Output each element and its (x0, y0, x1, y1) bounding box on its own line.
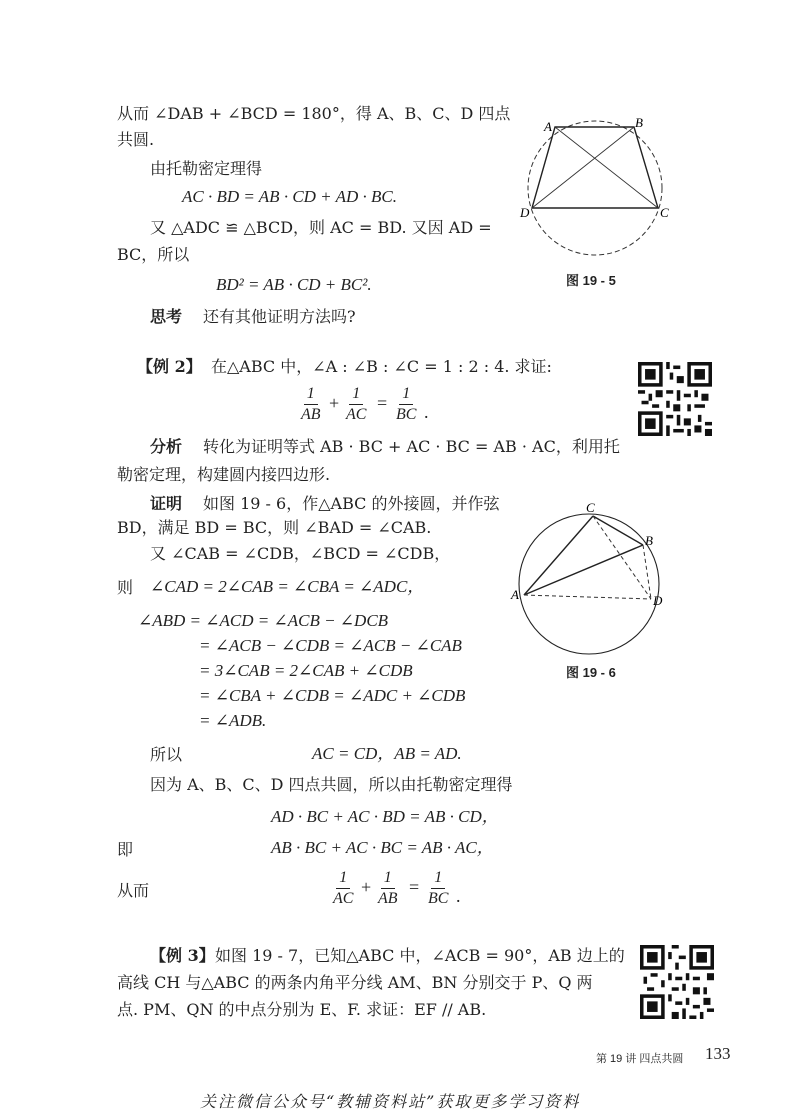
numerator: 1 (349, 385, 363, 405)
text-line: 由托勒密定理得 (150, 159, 263, 178)
text-line: BD，满足 BD = BC，则 ∠BAD = ∠CAB. (117, 518, 432, 537)
denominator: AB (378, 890, 398, 907)
think-label: 思考 (150, 307, 183, 326)
watermark: 关注微信公众号“教辅资料站”获取更多学习资料 (200, 1092, 581, 1111)
label-A: A (544, 119, 552, 134)
equation: AC = CD，AB = AD. (312, 744, 462, 763)
qr-code-icon (638, 362, 712, 436)
label-C: C (660, 205, 669, 220)
fraction (298, 385, 324, 424)
equation-chain-line: ∠ABD = ∠ACD = ∠ACB − ∠DCB (138, 611, 389, 630)
figure-19-5 (510, 110, 680, 270)
text-line: 转化为证明等式 AB · BC + AC · BC = AB · AC，利用托 (203, 437, 620, 456)
numerator: 1 (336, 869, 350, 889)
example-label: 【例 2】 (137, 357, 202, 376)
denominator: AC (346, 406, 367, 423)
fraction (343, 385, 369, 424)
plus-sign: + (361, 877, 372, 897)
period: . (456, 886, 461, 906)
page-number: 133 (705, 1044, 731, 1063)
text-line: 高线 CH 与△ABC 的两条内角平分线 AM、BN 分别交于 P、Q 两 (117, 973, 593, 992)
figure-caption: 图 19 - 5 (566, 273, 616, 288)
denominator: AC (333, 890, 354, 907)
equation: ∠CAD = 2∠CAB = ∠CBA = ∠ADC， (150, 577, 425, 596)
text-line: 又 △ADC ≌ △BCD，则 AC = BD. 又因 AD = (150, 218, 492, 237)
fraction (330, 869, 356, 908)
figure-19-6 (505, 495, 675, 655)
numerator: 1 (399, 385, 413, 405)
equation-chain-line: = 3∠CAB = 2∠CAB + ∠CDB (199, 661, 413, 680)
numerator: 1 (431, 869, 445, 889)
label-B: B (645, 533, 653, 548)
fraction (393, 385, 419, 424)
equals-sign: = (409, 877, 420, 897)
example-label: 【例 3】 (150, 946, 215, 965)
text-line: 则 (117, 578, 134, 597)
text-line: 所以 (150, 745, 183, 764)
fraction (375, 869, 401, 908)
analysis-label: 分析 (150, 437, 183, 456)
chapter-title: 第 19 讲 四点共圆 (596, 1053, 684, 1065)
text-line: BC，所以 (117, 245, 190, 264)
proof-label: 证明 (150, 494, 183, 513)
label-D: D (653, 593, 663, 608)
text-line: 如图 19 - 6，作△ABC 的外接圆，并作弦 (203, 494, 500, 513)
text-line: 因为 A、B、C、D 四点共圆，所以由托勒密定理得 (150, 775, 513, 794)
equation: AB · BC + AC · BC = AB · AC， (271, 838, 494, 857)
equation-chain-line: = ∠ACB − ∠CDB = ∠ACB − ∠CAB (199, 636, 462, 655)
label-C: C (586, 500, 595, 515)
text-line: 如图 19 - 7，已知△ABC 中，∠ACB = 90°，AB 边上的 (215, 946, 625, 965)
text-line: 从而 (117, 881, 150, 900)
equation-chain-line: = ∠ADB. (199, 711, 267, 730)
period: . (424, 402, 429, 422)
label-B: B (635, 115, 643, 130)
plus-sign: + (329, 393, 340, 413)
label-D: D (520, 205, 530, 220)
figure-caption: 图 19 - 6 (566, 665, 616, 680)
text-line: 勒密定理，构建圆内接四边形. (117, 465, 331, 484)
equation: AD · BC + AC · BD = AB · CD， (271, 807, 499, 826)
qr-code-icon (640, 945, 714, 1019)
example-statement: 在△ABC 中，∠A : ∠B : ∠C = 1 : 2 : 4. 求证: (211, 357, 552, 376)
numerator: 1 (304, 385, 318, 405)
equation: BD² = AB · CD + BC². (216, 275, 372, 294)
equation: AC · BD = AB · CD + AD · BC. (182, 187, 397, 206)
label-A: A (511, 587, 519, 602)
text-line: 从而 ∠DAB + ∠BCD = 180°，得 A、B、C、D 四点 (117, 104, 511, 123)
numerator: 1 (381, 869, 395, 889)
text-line: 又 ∠CAB = ∠CDB，∠BCD = ∠CDB， (150, 544, 451, 563)
denominator: BC (428, 890, 449, 907)
text-line: 即 (117, 840, 134, 859)
equals-sign: = (377, 393, 388, 413)
equation-chain-line: = ∠CBA + ∠CDB = ∠ADC + ∠CDB (199, 686, 466, 705)
think-text: 还有其他证明方法吗? (203, 307, 356, 326)
fraction (425, 869, 451, 908)
text-line: 点. PM、QN 的中点分别为 E、F. 求证：EF // AB. (117, 1000, 487, 1019)
text-line: 共圆. (117, 130, 155, 149)
denominator: BC (396, 406, 417, 423)
denominator: AB (301, 406, 321, 423)
